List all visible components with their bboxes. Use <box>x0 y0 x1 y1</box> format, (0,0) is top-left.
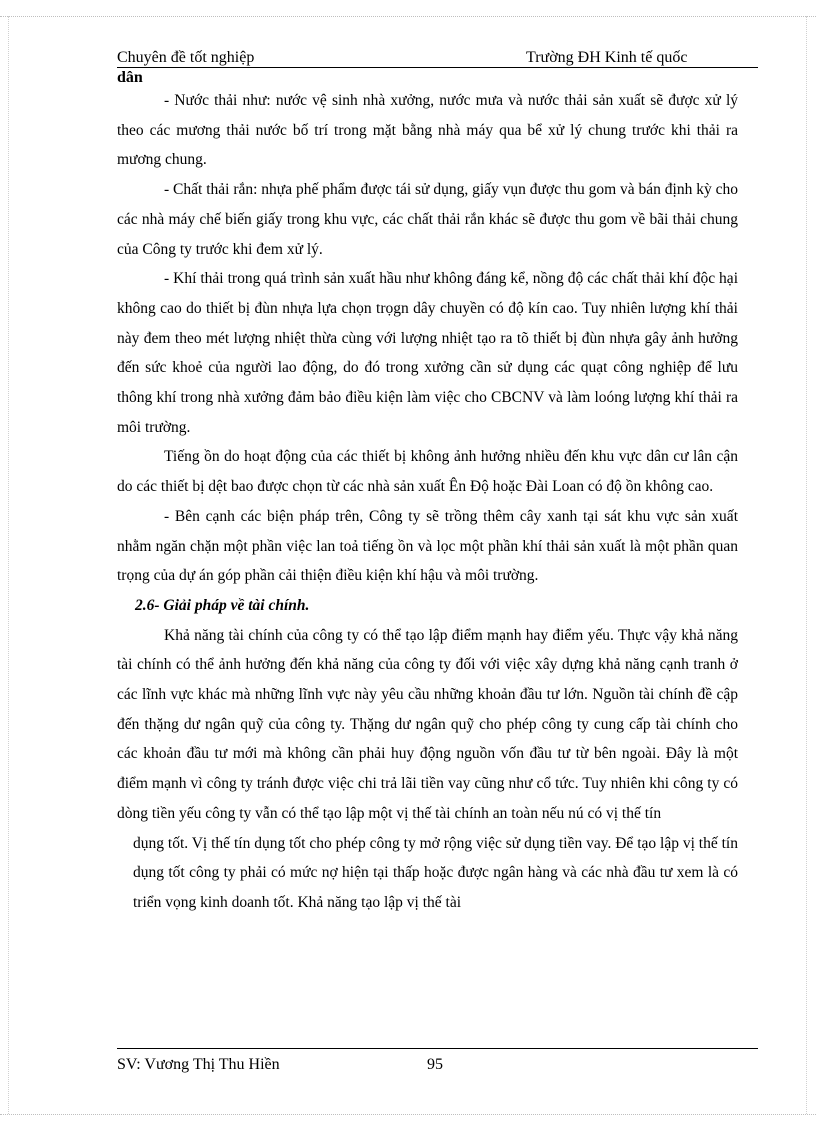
page-edge-right <box>806 16 807 1114</box>
page-edge-bottom <box>0 1114 816 1115</box>
paragraph-finance-part1: Khả năng tài chính của công ty có thể tạo lập điểm mạnh hay điểm yếu. Thực vậy khả năng tài chính có thể ảnh hưởng đến khả năng của công ty đối với việc xây dựng khả năng cạnh tranh ở các lĩnh vực khác mà những lĩnh vực này yêu cầu những khoản đầu tư lớn. Nguồn tài chính đề cập đến thặng dư ngân quỹ của công ty. Thặng dư ngân quỹ cho phép công ty cung cấp tài chính cho các khoản đầu tư mới mà không cần phải huy động nguồn vốn đầu tư từ bên ngoài. Đây là một điểm mạnh vì công ty tránh được việc chi trả lãi tiền vay cũng như cổ tức. Tuy nhiên khi công ty có dòng tiền yếu công ty vẫn có thể tạo lập một vị thế tài chính an toàn nếu nú có vị thế tín <box>117 626 738 822</box>
header-wrap-text: dân <box>117 69 143 86</box>
paragraph-finance-part2: dụng tốt. Vị thế tín dụng tốt cho phép công ty mở rộng việc sử dụng tiền vay. Để tạo lập vị thế tín dụng tốt công ty phải có mức nợ hiện tại thấp hoặc được ngân hàng và các nhà đầu tư xem là có triển vọng kinh doanh tốt. Khả năng tạo lập vị thế tài <box>133 834 738 911</box>
paragraph-waste-water: - Nước thải như: nước vệ sinh nhà xưởng, nước mưa và nước thải sản xuất sẽ được xử lý theo các mương thải nước bố trí trong mặt bằng nhà máy qua bể xử lý chung trước khi thải ra mương chung. <box>117 92 738 169</box>
paragraph-noise: Tiếng ồn do hoạt động của các thiết bị không ảnh hưởng nhiều đến khu vực dân cư lân cận do các thiết bị dệt bao được chọn từ các nhà sản xuất Ên Độ hoặc Đài Loan có độ ồn không cao. <box>117 448 738 496</box>
paragraph-solid-waste: - Chất thải rắn: nhựa phế phẩm được tái sử dụng, giấy vụn được thu gom và bán định kỳ cho các nhà máy chế biến giấy trong khu vực, các chất thải rắn khác sẽ được thu gom về bãi thải chung của Công ty trước khi đem xử lý. <box>117 181 738 258</box>
paragraph-emissions: - Khí thải trong quá trình sản xuất hầu như không đáng kể, nồng độ các chất thải khí độc hại không cao do thiết bị đùn nhựa lựa chọn trọgn dây chuyền có độ kín cao. Tuy nhiên lượng khí thải này đem theo mét lượng nhiệt thừa cùng với lượng nhiệt tạo ra tõ thiết bị đùn nhựa gây ảnh hưởng đến sức khoẻ của người lao động, do đó trong xưởng cần sử dụng các quạt công nghiệp để lưu thông khí trong nhà xưởng đảm bảo điều kiện làm việc cho CBCNV và làm loóng lượng khí thải ra môi trường. <box>117 270 738 436</box>
paragraph-green-trees: - Bên cạnh các biện pháp trên, Công ty sẽ trồng thêm cây xanh tại sát khu vực sản xuất nhằm ngăn chặn một phần việc lan toả tiếng ồn và lọc một phần khí thải sản xuất là một phần quan trọng của dự án góp phần cải thiện điều kiện khí hậu và môi trường. <box>117 507 738 585</box>
header-right-title: Trường ĐH Kinh tế quốc <box>526 49 688 66</box>
section-heading: 2.6- Giải pháp về tài chính. <box>135 596 310 614</box>
document-body <box>117 86 738 918</box>
page-number: 95 <box>427 1056 443 1073</box>
page-edge-top <box>0 16 816 17</box>
footer-author: SV: Vương Thị Thu Hiền <box>117 1056 280 1073</box>
page-edge-left <box>8 16 9 1114</box>
header-left-title: Chuyên đề tốt nghiệp <box>117 49 255 66</box>
footer-rule <box>117 1048 758 1049</box>
header-rule <box>117 67 758 68</box>
